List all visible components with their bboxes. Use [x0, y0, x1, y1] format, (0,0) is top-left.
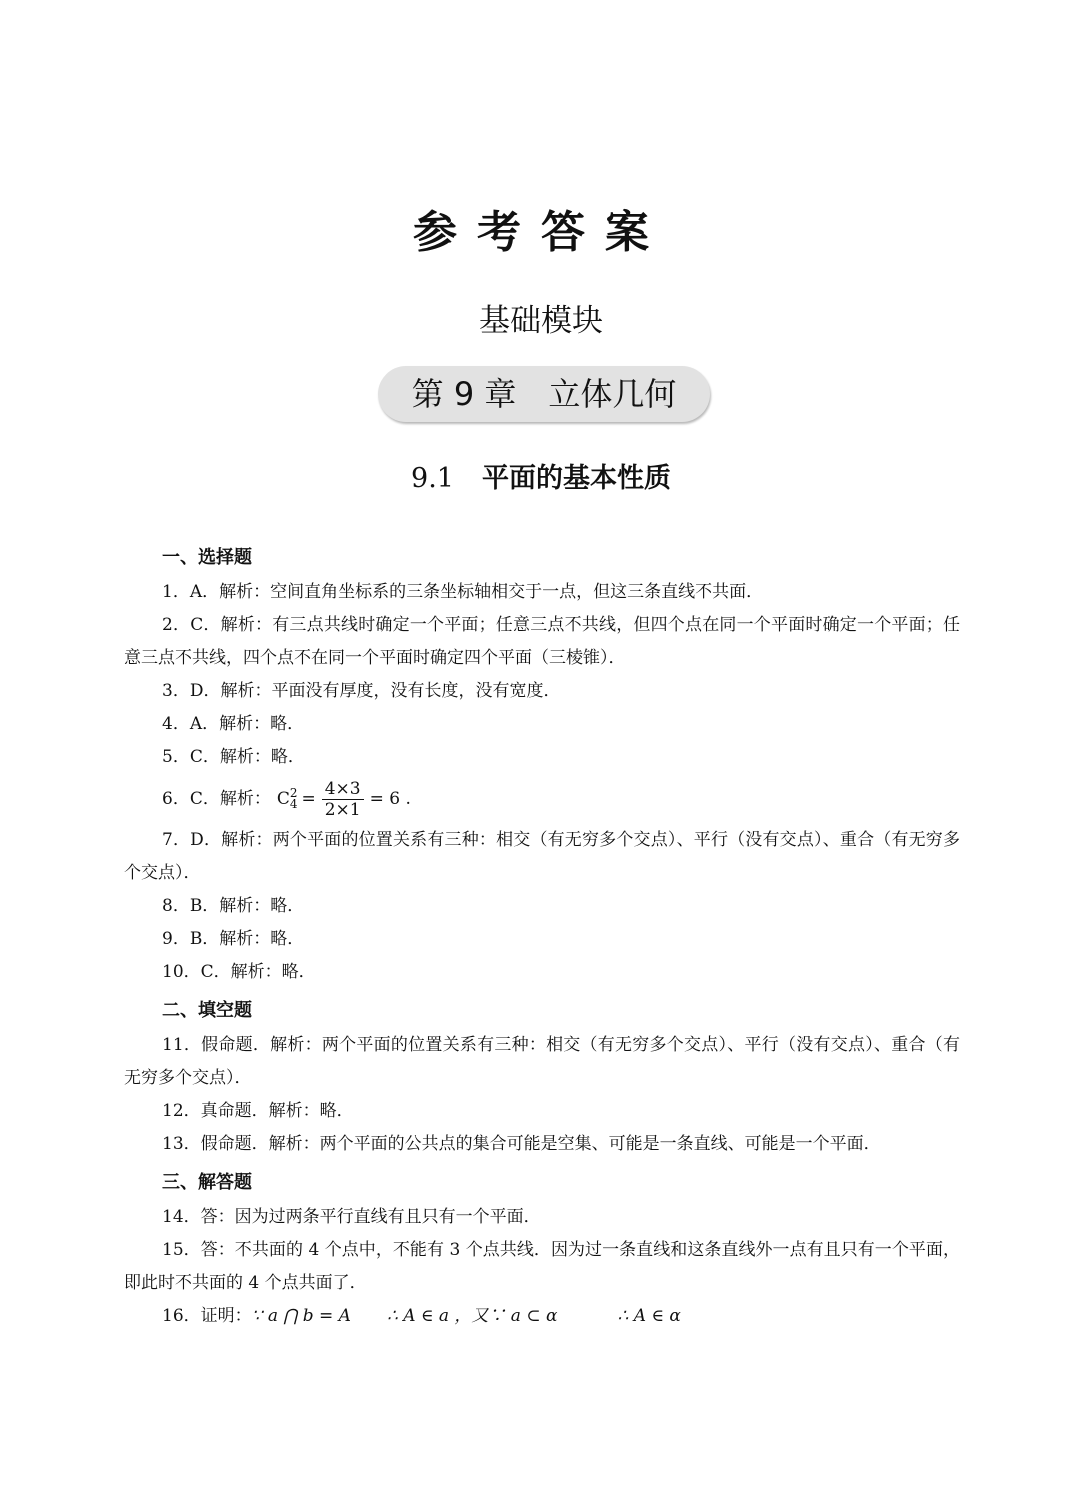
- equals-sign: =: [301, 788, 316, 809]
- answer-item: 1．A．解析：空间直角坐标系的三条坐标轴相交于一点，但这三条直线不共面．: [162, 582, 764, 602]
- formula-result: = 6 .: [369, 788, 411, 809]
- module-heading: 基础模块: [479, 303, 603, 339]
- fraction-numerator: 4×3: [322, 779, 364, 800]
- answer-item: 3．D．解析：平面没有厚度，没有长度，没有宽度．: [162, 681, 561, 701]
- combination-indices: [290, 788, 298, 810]
- answer-item: 9．B．解析：略．: [162, 929, 305, 949]
- answer-item: 7．D．解析：两个平面的位置关系有三种：相交（有无穷多个交点）、平行（没有交点）、重合（有无穷多个交点）．: [124, 830, 960, 883]
- answer-content: [124, 536, 960, 1333]
- answer-item: 8．B．解析：略．: [162, 896, 305, 916]
- section-heading: [0, 456, 1082, 495]
- combination-symbol: C: [276, 788, 290, 809]
- answer-item: 11．假命题．解析：两个平面的位置关系有三种：相交（有无穷多个交点）、平行（没有交点）、重合（有无穷多个交点）．: [124, 1035, 960, 1088]
- proof-prefix: 16．证明：: [162, 1306, 252, 1326]
- proof-item: [124, 1300, 960, 1333]
- combination-sup: 2: [289, 786, 298, 800]
- fraction: [322, 779, 364, 820]
- fraction-denominator: 2×1: [324, 799, 361, 820]
- page-title: 参考答案: [413, 207, 669, 258]
- combination-sub: 4: [289, 797, 298, 811]
- part1-heading: 一、选择题: [162, 547, 252, 568]
- answer-prefix: 6．C．解析：: [162, 788, 271, 809]
- answer-item: 15．答：不共面的 4 个点中，不能有 3 个点共线．因为过一条直线和这条直线外一点有且只有一个平面，即此时不共面的 4 个点共面了．: [124, 1240, 960, 1293]
- proof-step-3: ∴ A ∈ α: [617, 1306, 681, 1326]
- part3-heading: 三、解答题: [162, 1172, 252, 1193]
- proof-step-1: ∵ a ⋂ b = A: [251, 1306, 351, 1326]
- answer-item: 12．真命题．解析：略．: [162, 1101, 354, 1121]
- chapter-badge: 第 9 章 立体几何: [378, 366, 710, 422]
- answer-item-formula: [124, 774, 960, 824]
- answer-item: 13．假命题．解析：两个平面的公共点的集合可能是空集、可能是一条直线、可能是一个平面．: [162, 1134, 881, 1154]
- answer-item: 4．A．解析：略．: [162, 714, 305, 734]
- section-name: 平面的基本性质: [481, 463, 671, 494]
- answer-item: 10．C．解析：略．: [162, 962, 316, 982]
- answer-item: 5．C．解析：略．: [162, 747, 305, 767]
- proof-step-2: ∴ A ∈ a ，又∵ a ⊂ α: [386, 1306, 558, 1326]
- part2-heading: 二、填空题: [162, 1000, 252, 1021]
- answer-item: 2．C．解析：有三点共线时确定一个平面；任意三点不共线，但四个点在同一个平面时确定一个平面；任意三点不共线，四个点不在同一个平面时确定四个平面（三棱锥）．: [124, 615, 960, 668]
- answer-item: 14．答：因为过两条平行直线有且只有一个平面．: [162, 1207, 541, 1227]
- section-number: 9.1: [411, 463, 454, 494]
